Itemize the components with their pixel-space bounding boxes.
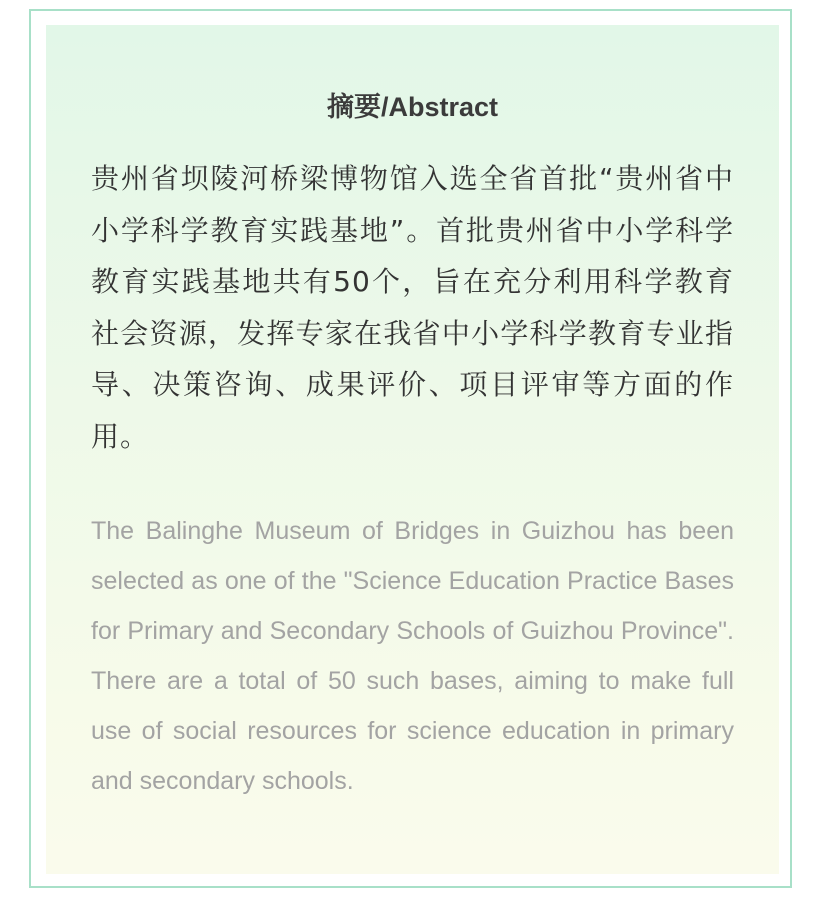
abstract-panel <box>46 25 779 874</box>
abstract-chinese-text: 贵州省坝陵河桥梁博物馆入选全省首批“贵州省中小学科学教育实践基地”。首批贵州省中小学科学教育实践基地共有50个，旨在充分利用科学教育社会资源，发挥专家在我省中小学科学教育专业指导、决策咨询、成果评价、项目评审等方面的作用。 <box>91 162 734 453</box>
abstract-title: 摘要/Abstract <box>326 92 499 122</box>
abstract-english-text: The Balinghe Museum of Bridges in Guizhou has been selected as one of the "Science Education Practice Bases for Primary and Secondary Schools of Guizhou Province". There are a total of 50 such bases, aiming to make full use of social resources for science education in primary and secondary schools. <box>91 517 734 795</box>
